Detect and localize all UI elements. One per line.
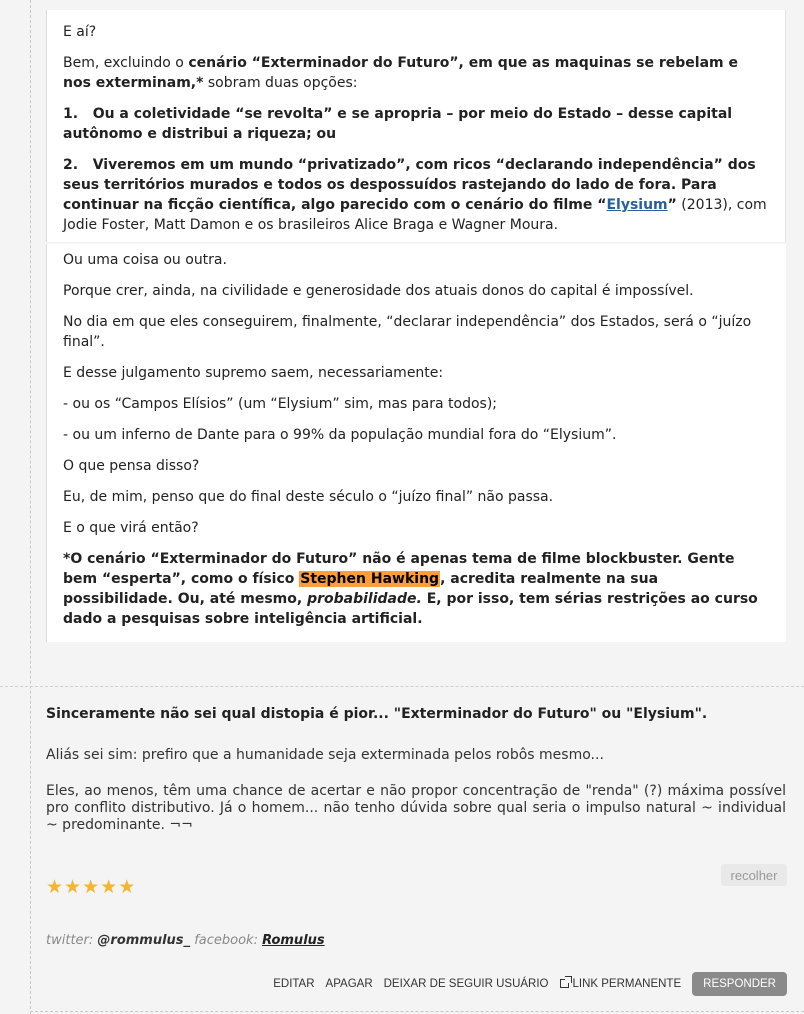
- quote-paragraph: Porque crer, ainda, na civilidade e generosidade dos atuais donos do capital é impossível.: [63, 283, 694, 299]
- quote-paragraph: - ou os “Campos Elísios” (um “Elysium” sim, mas para todos);: [63, 396, 498, 412]
- reply-button[interactable]: RESPONDER: [692, 972, 787, 996]
- quote-paragraph: No dia em que eles conseguirem, finalmente, “declarar independência” dos Estados, será o “juízo final”.: [63, 314, 752, 350]
- elysium-link[interactable]: Elysium: [606, 197, 668, 213]
- thread-bottom-border: [30, 1011, 804, 1012]
- quoted-text-block-1: [46, 10, 786, 242]
- external-link-icon: [560, 979, 569, 988]
- quote-paragraph: Ou uma coisa ou outra.: [63, 252, 227, 268]
- comment-actions: [262, 972, 787, 996]
- facebook-link[interactable]: Romulus: [262, 933, 325, 948]
- quote-paragraph: Eu, de mim, penso que do final deste século o “juízo final” não passa.: [63, 489, 554, 505]
- star-icon: ★: [64, 876, 82, 898]
- quote-paragraph: E o que virá então?: [63, 520, 199, 536]
- quote-paragraph: Bem, excluindo o cenário “Exterminador do Futuro”, em que as maquinas se rebelam e nos exterminam,* sobram duas opções:: [63, 55, 738, 91]
- comment-title: Sinceramente não sei qual distopia é pior... "Exterminador do Futuro" ou "Elysium".: [46, 706, 708, 722]
- quote-paragraph: E aí?: [63, 24, 97, 40]
- quote-list-item-2: 2. Viveremos em um mundo “privatizado”, com ricos “declarando independência” dos seus territórios murados e todos os despossuídos rastejando do lado de fora. Para continuar na ficção científica, algo parecido com o cenário do filme “Elysium” (2013), com Jodie Foster, Matt Damon e os brasileiros Alice Braga e Wagner Moura.: [63, 157, 767, 233]
- quote-footnote: *O cenário “Exterminador do Futuro” não é apenas tema de filme blockbuster. Gente bem “esperta”, como o físico Stephen Hawking, acredita realmente na sua possibilidade. Ou, até mesmo, probabilidade. E, por isso, tem sérias restrições ao curso dado a pesquisas sobre inteligência artificial.: [63, 551, 758, 627]
- twitter-handle: @rommulus_: [97, 933, 191, 948]
- comment-paragraph: Eles, ao menos, têm uma chance de acertar e não propor concentração de "renda" (?) máxima possível pro conflito distributivo. Já o homem... não tenho dúvida sobre qual seria o impulso natural ~ individual ~ predominante. ¬¬: [46, 783, 786, 833]
- permalink-button[interactable]: LINK PERMANENTE: [560, 978, 682, 990]
- quote-paragraph: E desse julgamento supremo saem, necessariamente:: [63, 365, 444, 381]
- delete-button[interactable]: APAGAR: [325, 978, 373, 990]
- comment-body: [46, 706, 786, 853]
- quoted-text-block-2: [46, 244, 786, 642]
- comment-divider: [0, 686, 804, 687]
- star-icon: ★: [82, 876, 100, 898]
- rating-stars: [46, 878, 135, 897]
- quote-paragraph: O que pensa disso?: [63, 458, 200, 474]
- quote-paragraph: - ou um inferno de Dante para o 99% da população mundial fora do “Elysium”.: [63, 427, 617, 443]
- quote-list-item-1: 1. Ou a coletividade “se revolta” e se apropria – por meio do Estado – desse capital autônomo e distribui a riqueza; ou: [63, 106, 733, 142]
- star-icon: ★: [46, 876, 64, 898]
- edit-button[interactable]: EDITAR: [273, 978, 315, 990]
- comment-paragraph: Aliás sei sim: prefiro que a humanidade seja exterminada pelos robôs mesmo...: [46, 747, 604, 763]
- collapse-button[interactable]: recolher: [721, 864, 787, 886]
- unfollow-user-button[interactable]: DEIXAR DE SEGUIR USUÁRIO: [383, 978, 549, 990]
- author-signature: twitter: @rommulus_ facebook: Romulus: [46, 933, 325, 948]
- star-icon: ★: [100, 876, 118, 898]
- star-icon: ★: [118, 876, 136, 898]
- highlight-stephen-hawking: Stephen Hawking: [300, 571, 440, 587]
